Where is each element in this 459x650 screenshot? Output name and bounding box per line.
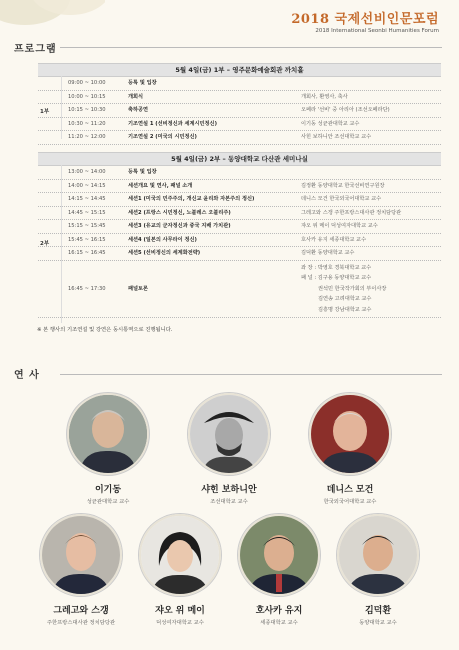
day1-part-label: 1부 — [40, 109, 50, 115]
speaker-name: 샤힌 보하니안 — [201, 485, 257, 495]
forum-title: 2018 국제선비인문포럼 — [291, 12, 439, 27]
schedule-row: 15:15 ~ 15:45 세션3 (유교의 군자정신과 중국 지배 가치관) 쟈오 위 메이 덕성여자대학교 교수 — [38, 220, 441, 234]
day2-heading: 5월 4일(금) 2부 – 동양대학교 다산관 세미나실 — [38, 153, 441, 166]
speaker-card — [229, 514, 329, 626]
speaker-card — [300, 393, 400, 505]
schedule-row: 10:30 ~ 11:20 기조연설 1 (선비정신과 세계시민정신) 이기동 성균관대학교 교수 — [38, 118, 441, 132]
schedule-row: 14:45 ~ 15:15 세션2 (프랑스 시민정신, 노블레스 오블리주) 그레고와 스갱 주한프랑스대사관 정치담당관 — [38, 207, 441, 221]
speaker-name: 그레고와 스갱 — [53, 606, 109, 616]
day1-heading: 5월 4일(금) 1부 – 영주문화예술회관 까치홀 — [38, 64, 441, 77]
schedule-row: 16:15 ~ 16:45 세션5 (선비정신의 세계화전략) 김덕환 동양대학교 교수 — [38, 247, 441, 261]
speaker-name: 김덕환 — [364, 606, 392, 616]
speaker-photo — [238, 514, 320, 596]
schedule-row: 10:15 ~ 10:30 축하공연 오페라 '선비' 중 아리아 (조선오페라단) — [38, 104, 441, 118]
schedule-row: 10:00 ~ 10:15 개회식 개회사, 환영사, 축사 — [38, 91, 441, 105]
speaker-affiliation: 조선대학교 교수 — [210, 499, 248, 505]
speaker-name: 이기동 — [94, 485, 122, 495]
speaker-photo — [309, 393, 391, 475]
day1-schedule — [38, 63, 441, 145]
speaker-affiliation: 한국외국어대학교 교수 — [323, 499, 377, 505]
schedule-row: 13:00 ~ 14:00 등록 및 입장 — [38, 166, 441, 180]
day2-part-label: 2부 — [40, 241, 50, 247]
speakers-title-rule — [60, 374, 442, 375]
decorative-corner — [0, 0, 105, 32]
speaker-photo — [188, 393, 270, 475]
speaker-affiliation: 세종대학교 교수 — [260, 620, 298, 626]
speaker-affiliation: 동양대학교 교수 — [359, 620, 397, 626]
speaker-name: 쟈오 위 메이 — [155, 606, 205, 616]
schedule-row: 14:15 ~ 14:45 세션1 (미국의 민주주의, 개신교 윤리와 자본주의 정신) 데니스 모건 한국외국어대학교 교수 — [38, 193, 441, 207]
speaker-card — [31, 514, 131, 626]
panel-row: 16:45 ~ 17:30 패널토론 좌 장 : 박영호 경북대학교 교수 패 널 : 김구용 동양대학교 교수 권석민 한국작가회의 부이사장 김연송 고려대학교 교수 김흥명 강남대학교 교수 — [38, 261, 441, 318]
program-title-rule — [60, 47, 442, 48]
speakers-section-title: 연 사 — [14, 370, 40, 381]
schedule-row: 15:45 ~ 16:15 세션4 (일본의 사무라이 정신) 호사카 유지 세종대학교 교수 — [38, 234, 441, 248]
speaker-card — [328, 514, 428, 626]
speaker-card — [130, 514, 230, 626]
speaker-photo — [337, 514, 419, 596]
day1-divider — [61, 76, 62, 139]
schedule-row: 14:00 ~ 14:15 세션개요 및 연사, 패널 소개 김정환 동양대학교 한국선비연구원장 — [38, 180, 441, 194]
forum-logo — [291, 8, 439, 34]
speaker-name: 데니스 모건 — [326, 485, 374, 495]
interpretation-note: ※ 본 행사의 기조연설 및 강연은 동시통역으로 진행됩니다. — [37, 327, 173, 333]
speaker-card — [58, 393, 158, 505]
speaker-affiliation: 주한프랑스대사관 정치담당관 — [46, 620, 116, 626]
day2-divider — [61, 165, 62, 323]
speaker-photo — [139, 514, 221, 596]
program-section-title: 프로그램 — [14, 44, 57, 55]
speaker-photo — [40, 514, 122, 596]
speaker-affiliation: 성균관대학교 교수 — [86, 499, 130, 505]
speaker-photo — [67, 393, 149, 475]
forum-subtitle: 2018 International Seonbi Humanities Forum — [315, 28, 439, 34]
schedule-row: 09:00 ~ 10:00 등록 및 입장 — [38, 77, 441, 91]
speaker-name: 호사카 유지 — [255, 606, 303, 616]
schedule-row: 11:20 ~ 12:00 기조연설 2 (미국의 시민정신) 사힌 보하니안 조선대학교 교수 — [38, 131, 441, 145]
speaker-card — [179, 393, 279, 505]
speaker-affiliation: 덕성여자대학교 교수 — [156, 620, 204, 626]
day2-schedule — [38, 152, 441, 318]
